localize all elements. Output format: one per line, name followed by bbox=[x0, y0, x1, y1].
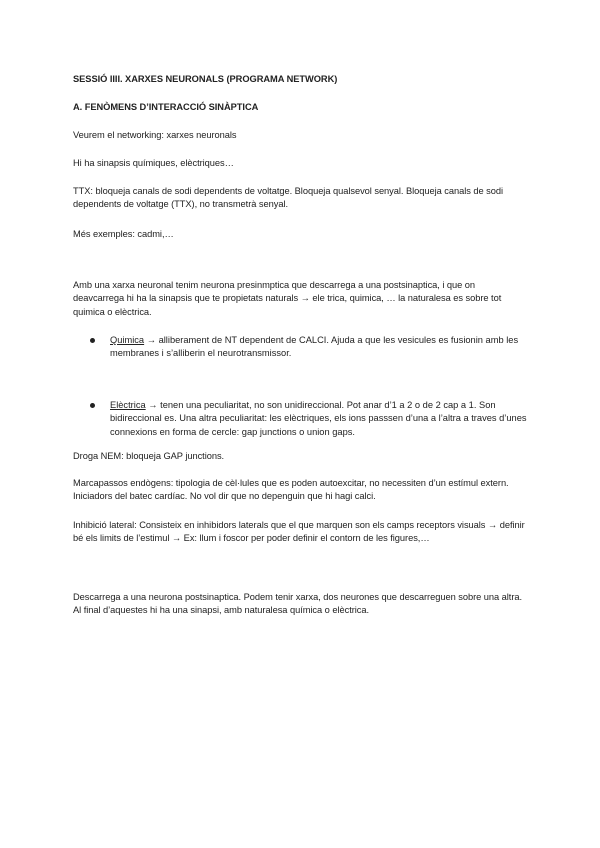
paragraph-descarrega: Descarrega a una neurona postsinaptica. Podem tenir xarxa, dos neurones que descarreguen sobre una altra. Al final d’aquestes hi ha una sinapsi, amb naturalesa química o elèctrica. bbox=[73, 592, 523, 616]
paragraph-sinapsis: Hi ha sinapsis químiques, elèctriques… bbox=[73, 158, 234, 168]
paragraph-examples: Més exemples: cadmi,… bbox=[73, 229, 174, 239]
section-heading: A. FENÒMENS D’INTERACCIÓ SINÀPTICA bbox=[73, 102, 259, 112]
bullet-description: → alliberament de NT dependent de CALCI. Ajuda a que les vesicules es fusionin amb les membranes i s’alliberin el neurotransmissor. bbox=[110, 335, 519, 359]
paragraph-inhibicio-lateral: Inhibició lateral: Consisteix en inhibidors laterals que el que marquen son els camps receptors visuals → definir bé els limits de l’estimul → Ex: llum i foscor per poder definir el contorn de les figures,… bbox=[73, 520, 525, 544]
bullet-text bbox=[110, 399, 530, 439]
paragraph-xarxa-neuronal: Amb una xarxa neuronal tenim neurona presinmptica que descarrega a una postsinaptica, i que on deavcarrega hi ha la sinapsis que te propietats naturals → ele trica, quimica, … la naturalesa es sobre tot quimica o elèctrica. bbox=[73, 280, 502, 317]
bullet-icon bbox=[90, 338, 95, 343]
bullet-term: Elèctrica bbox=[110, 400, 146, 410]
document-title: SESSIÓ IIII. XARXES NEURONALS (PROGRAMA NETWORK) bbox=[73, 74, 338, 84]
paragraph-droga-nem: Droga NEM: bloqueja GAP junctions. bbox=[73, 451, 225, 461]
bullet-icon bbox=[90, 403, 95, 408]
bullet-description: → tenen una peculiaritat, no son unidireccional. Pot anar d’1 a 2 o de 2 cap a 1. Son bidireccional es. Una altra peculiaritat: les elèctriques, els ions passsen d’una a l’altra a traves d’unes connexions en forma de cercle: gap junctions o union gaps. bbox=[110, 400, 527, 437]
paragraph-marcapassos: Marcapassos endògens: tipologia de cèl·lules que es poden autoexcitar, no necessiten d’un estímul extern. Iniciadors del batec cardíac. No vol dir que no depenguin que hi hagi calci. bbox=[73, 478, 509, 502]
bullet-term: Quimica bbox=[110, 335, 145, 345]
paragraph-ttx: TTX: bloqueja canals de sodi dependents de voltatge. Bloqueja qualsevol senyal. Bloqueja canals de sodi dependents de voltatge (TTX), no transmetrà senyal. bbox=[73, 186, 504, 210]
paragraph-networking: Veurem el networking: xarxes neuronals bbox=[73, 130, 237, 140]
bullet-text bbox=[110, 334, 530, 361]
